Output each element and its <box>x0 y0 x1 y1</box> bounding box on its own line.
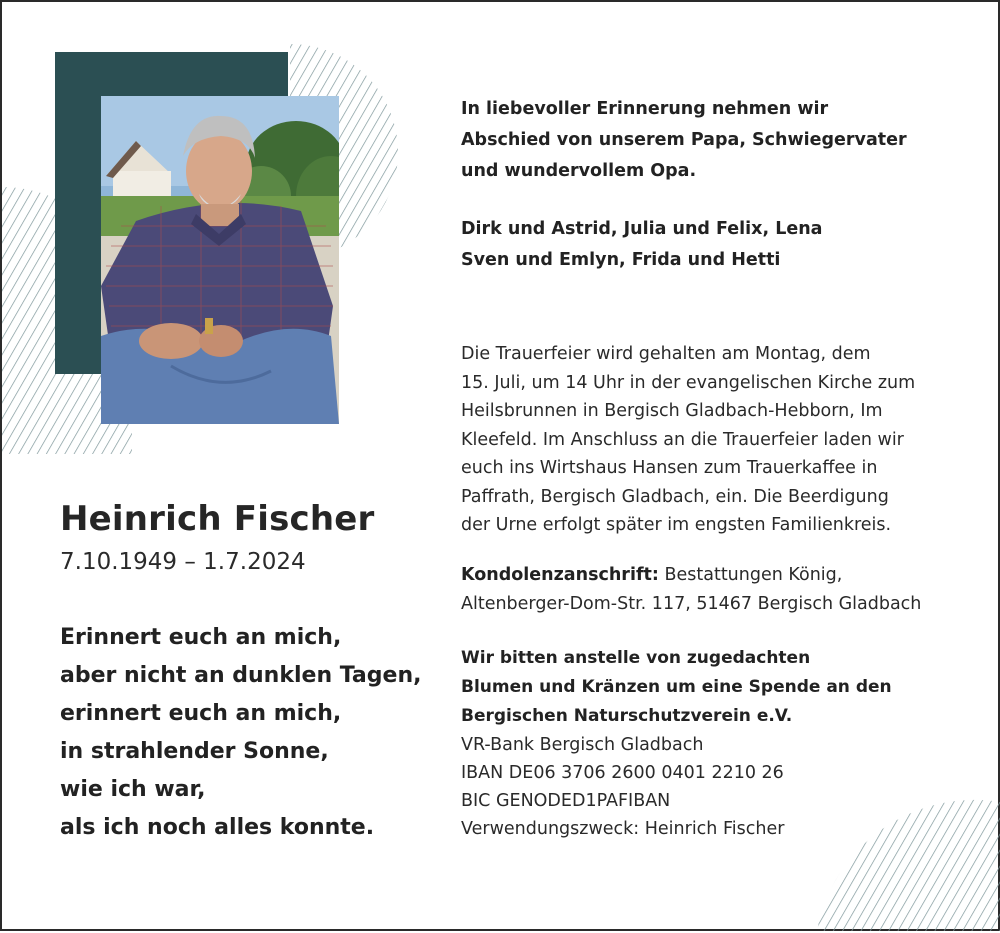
iban: IBAN DE06 3706 2600 0401 2210 26 <box>461 763 784 783</box>
family-line: Sven und Emlyn, Frida und Hetti <box>461 250 781 270</box>
intro-line: und wundervollem Opa. <box>461 161 697 181</box>
intro-text <box>461 94 981 187</box>
service-line: Die Trauerfeier wird gehalten am Montag, dem <box>461 344 871 364</box>
service-line: 15. Juli, um 14 Uhr in der evangelischen Kirche zum <box>461 372 916 393</box>
poem-line: wie ich war, <box>60 777 206 802</box>
poem-line: als ich noch alles konnte. <box>60 815 375 840</box>
service-line: Heilsbrunnen in Bergisch Gladbach-Hebborn, Im <box>461 401 883 421</box>
condolence-street: Altenberger-Dom-Str. 117, 51467 Bergisch Gladbach <box>461 594 922 614</box>
donation-request-line: Bergischen Naturschutzverein e.V. <box>461 706 793 726</box>
intro-line: Abschied von unserem Papa, Schwiegervater <box>461 130 907 150</box>
service-line: euch ins Wirtshaus Hansen zum Trauerkaffee in <box>461 458 878 478</box>
family-line: Dirk und Astrid, Julia und Felix, Lena <box>461 219 823 239</box>
condolence-address <box>461 561 991 619</box>
service-details <box>461 340 981 540</box>
service-line: der Urne erfolgt später im engsten Familienkreis. <box>461 515 892 535</box>
condolence-label: Kondolenzanschrift: <box>461 565 659 585</box>
poem <box>60 619 440 847</box>
donation-request-line: Blumen und Kränzen um eine Spende an den <box>461 677 892 697</box>
life-dates: 7.10.1949 – 1.7.2024 <box>60 549 306 575</box>
intro-line: In liebevoller Erinnerung nehmen wir <box>461 99 829 119</box>
service-line: Kleefeld. Im Anschluss an die Trauerfeier laden wir <box>461 429 904 450</box>
poem-line: erinnert euch an mich, <box>60 701 342 726</box>
poem-line: Erinnert euch an mich, <box>60 625 342 650</box>
donation-info <box>461 644 981 843</box>
family-names <box>461 214 981 276</box>
poem-line: aber nicht an dunklen Tagen, <box>60 663 422 688</box>
service-line: Paffrath, Bergisch Gladbach, ein. Die Beerdigung <box>461 486 889 507</box>
portrait-photo <box>101 96 339 424</box>
bic: BIC GENODED1PAFIBAN <box>461 791 671 811</box>
payment-purpose: Verwendungszweck: Heinrich Fischer <box>461 819 785 839</box>
deceased-name: Heinrich Fischer <box>60 499 375 539</box>
condolence-name: Bestattungen König, <box>658 565 843 585</box>
donation-request-line: Wir bitten anstelle von zugedachten <box>461 648 811 668</box>
bank-name: VR-Bank Bergisch Gladbach <box>461 735 704 755</box>
poem-line: in strahlender Sonne, <box>60 739 329 764</box>
